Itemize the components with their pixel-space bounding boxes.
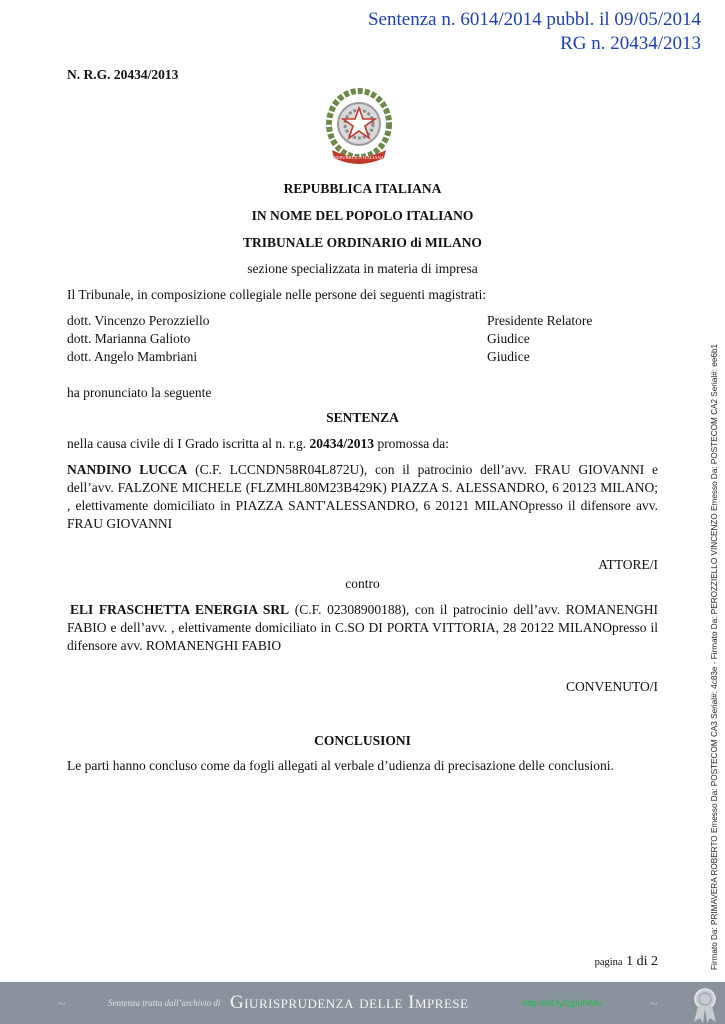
contro-text: contro — [345, 576, 380, 591]
page-current: 1 — [626, 954, 634, 969]
footer-brand: Giurisprudenza delle Imprese — [230, 992, 469, 1013]
page-label: pagina — [594, 957, 623, 968]
intro-text: Il Tribunale, in composizione collegiale nelle persone dei seguenti magistrati: — [67, 287, 487, 302]
award-ribbon-icon — [690, 986, 720, 1024]
stamp-line-1: Sentenza n. 6014/2014 pubbl. il 09/05/2014 — [367, 9, 701, 30]
attore-paragraph — [67, 461, 658, 533]
header-republic: REPUBBLICA ITALIANA — [283, 181, 442, 196]
judge-name: dott. Vincenzo Perozziello — [67, 313, 210, 328]
footer-swirl-left: ~ — [58, 997, 66, 1012]
judge-role: Giudice — [487, 349, 530, 364]
page-number — [595, 954, 658, 970]
convenuto-role: CONVENUTO/I — [566, 679, 658, 694]
conclusioni-text: Le parti hanno concluso come da fogli allegati al verbale d’udienza di precisazione delle conclusioni. — [67, 758, 614, 773]
header-people: IN NOME DEL POPOLO ITALIANO — [251, 208, 474, 223]
cause-number: 20434/2013 — [309, 436, 375, 451]
italian-emblem-icon — [322, 84, 396, 168]
pronounced-text: ha pronunciato la seguente — [67, 385, 212, 400]
sentenza-title: SENTENZA — [326, 410, 399, 425]
convenuto-name: ELI FRASCHETTA ENERGIA SRL — [70, 602, 290, 617]
judge-role: Presidente Relatore — [487, 313, 593, 328]
emblem-ribbon-text: REPUBBLICA ITALIANA — [333, 155, 385, 160]
stamp-line-2: RG n. 20434/2013 — [560, 33, 701, 54]
footer-url-link[interactable]: http://bit.ly/1jpuNMo — [522, 998, 602, 1008]
page-sep: di — [633, 954, 651, 969]
judge-role: Giudice — [487, 331, 530, 346]
cause-pre: nella causa civile di I Grado iscritta al n. r.g. — [67, 436, 310, 451]
nrg-number: N. R.G. 20434/2013 — [67, 67, 179, 82]
conclusioni-title: CONCLUSIONI — [314, 733, 411, 748]
attore-name: NANDINO LUCCA — [67, 462, 188, 477]
page-total: 2 — [651, 954, 658, 969]
publication-stamp — [368, 8, 701, 56]
signature-vertical-text: Firmato Da: PRIMAVERA ROBERTO Emesso Da: POSTECOM CA3 Serial#: 4c83e - Firmato Da: PEROZZIELLO VINCENZO Emesso Da: POSTECOM CA2 Serial#: ee6b1 — [710, 343, 719, 970]
footer-archive-label: Sentenza tratta dall’archivio di — [108, 998, 221, 1008]
convenuto-paragraph — [67, 601, 658, 655]
cause-post: promossa da: — [374, 436, 450, 451]
attore-role: ATTORE/I — [598, 557, 658, 572]
attore-text: (C.F. LCCNDN58R04L872U), con il patrocinio dell’avv. FRAU GIOVANNI e dell’avv. FALZONE MICHELE (FLZMHL80M23B429K) PIAZZA S. ALESSANDRO, 6 20123 MILANO; , elettivamente domiciliato in PIAZZA SANT'ALESSANDRO, 6 20121 MILANOpresso il difensore avv. FRAU GIOVANNI — [67, 462, 658, 531]
convenuto-text: (C.F. 02308900188), con il patrocinio dell’avv. ROMANENGHI FABIO e dell’avv. , elettivamente domiciliato in C.SO DI PORTA VITTORIA, 28 20122 MILANOpresso il difensore avv. ROMANENGHI FABIO — [67, 602, 659, 653]
judge-name: dott. Angelo Mambriani — [67, 349, 198, 364]
footer-swirl-right: ~ — [650, 997, 658, 1012]
header-section: sezione specializzata in materia di impresa — [247, 261, 478, 276]
header-court: TRIBUNALE ORDINARIO di MILANO — [243, 235, 482, 250]
judge-name: dott. Marianna Galioto — [67, 331, 191, 346]
cause-line — [67, 435, 449, 453]
footer-banner — [0, 982, 725, 1024]
